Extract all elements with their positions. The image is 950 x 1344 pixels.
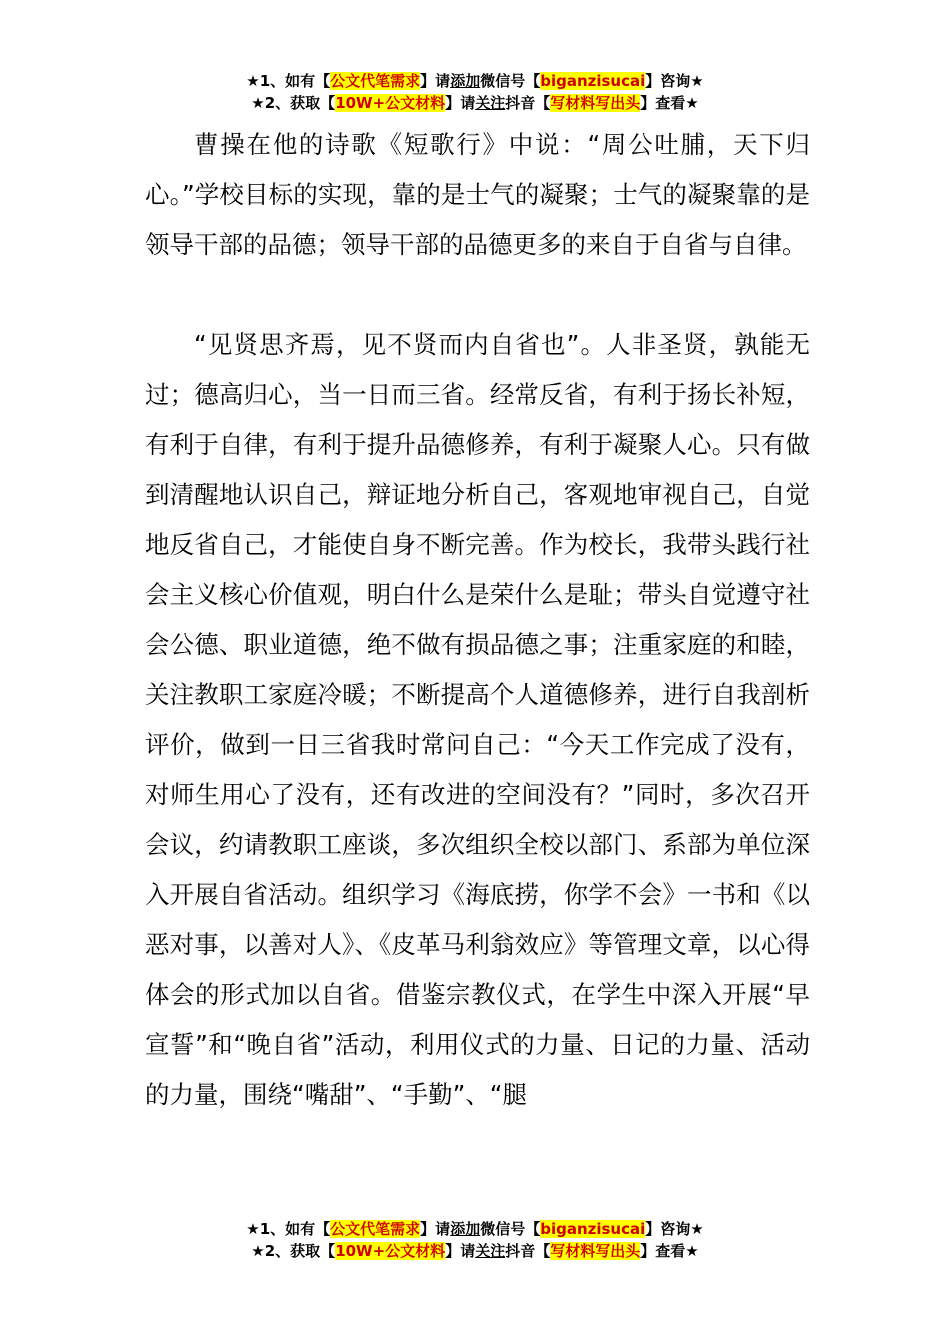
banner-highlight: 10W+公文材料: [335, 94, 446, 112]
banner-wechat-id: biganzisucai: [540, 1220, 646, 1238]
banner-text: ★1、如有【: [246, 1220, 331, 1238]
banner-text: 微信号【: [480, 72, 541, 90]
banner-text: 抖音【: [505, 1242, 551, 1260]
paragraph-1: 曹操在他的诗歌《短歌行》中说：“周公吐脯，天下归心。”学校目标的实现，靠的是士气的凝聚；士气的凝聚靠的是领导干部的品德；领导干部的品德更多的来自于自省与自律。: [145, 130, 810, 259]
banner-underline: 关注: [475, 1242, 506, 1260]
banner-text: 】请: [445, 94, 476, 112]
banner-text: 】查看★: [640, 94, 699, 112]
paragraph-gap: [145, 270, 810, 320]
footer-banner: [0, 1218, 950, 1262]
banner-text: 】请: [420, 1220, 451, 1238]
banner-underline: 添加: [450, 72, 481, 90]
banner-text: 】咨询★: [645, 72, 704, 90]
banner-text: 】查看★: [640, 1242, 699, 1260]
banner-wechat-id: biganzisucai: [540, 72, 646, 90]
banner-text: ★2、获取【: [251, 1242, 336, 1260]
banner-highlight: 公文代笔需求: [330, 72, 421, 90]
banner-text: 微信号【: [480, 1220, 541, 1238]
banner-underline: 添加: [450, 1220, 481, 1238]
banner-line-2: [0, 1240, 950, 1262]
banner-highlight: 10W+公文材料: [335, 1242, 446, 1260]
banner-text: 】请: [420, 72, 451, 90]
banner-line-1: [0, 1218, 950, 1240]
banner-text: ★1、如有【: [246, 72, 331, 90]
banner-line-1: [0, 70, 950, 92]
banner-line-2: [0, 92, 950, 114]
banner-douyin-name: 写材料写出头: [550, 1242, 641, 1260]
document-body: [145, 120, 810, 1120]
banner-highlight: 公文代笔需求: [330, 1220, 421, 1238]
banner-text: 】请: [445, 1242, 476, 1260]
header-banner: [0, 70, 950, 114]
banner-text: 抖音【: [505, 94, 551, 112]
banner-text: 】咨询★: [645, 1220, 704, 1238]
banner-douyin-name: 写材料写出头: [550, 94, 641, 112]
paragraph-2: “见贤思齐焉，见不贤而内自省也”。人非圣贤，孰能无过；德高归心，当一日而三省。经常反省，有利于扬长补短，有利于自律，有利于提升品德修养，有利于凝聚人心。只有做到清醒地认识自己，辩证地分析自己，客观地审视自己，自觉地反省自己，才能使自身不断完善。作为校长，我带头践行社会主义核心价值观，明白什么是荣什么是耻；带头自觉遵守社会公德、职业道德，绝不做有损品德之事；注重家庭的和睦，关注教职工家庭冷暖；不断提高个人道德修养，进行自我剖析评价，做到一日三省我时常问自己：“今天工作完成了没有，对师生用心了没有，还有改进的空间没有？”同时，多次召开会议，约请教职工座谈，多次组织全校以部门、系部为单位深入开展自省活动。组织学习《海底捞，你学不会》一书和《以恶对事，以善对人》、《皮革马利翁效应》等管理文章，以心得体会的形式加以自省。借鉴宗教仪式，在学生中深入开展“早宣誓”和“晚自省”活动，利用仪式的力量、日记的力量、活动的力量，围绕“嘴甜”、“手勤”、“腿: [145, 330, 810, 1109]
banner-underline: 关注: [475, 94, 506, 112]
banner-text: ★2、获取【: [251, 94, 336, 112]
